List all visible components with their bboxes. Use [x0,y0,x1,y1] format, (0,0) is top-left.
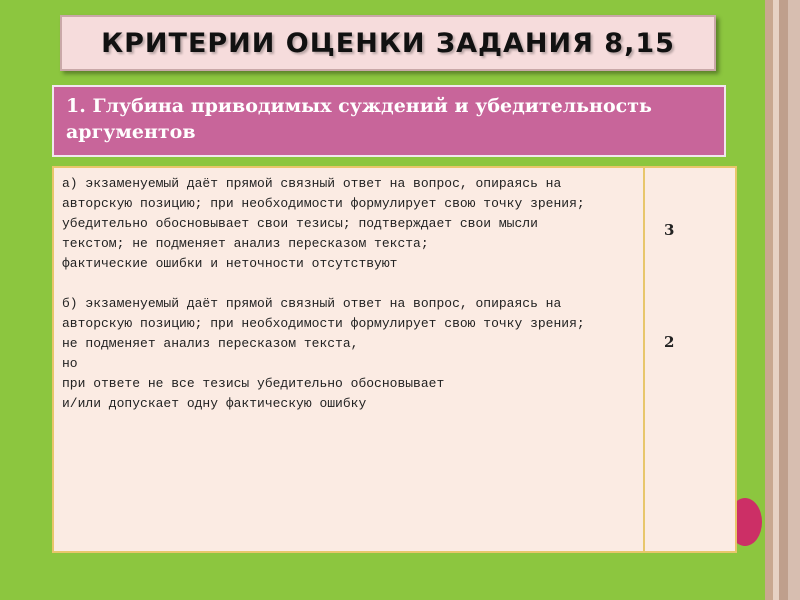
title-box [60,15,716,71]
criterion-a-line: убедительно обосновывает свои тезисы; подтверждает свои мысли [62,216,538,231]
criterion-a-line: текстом; не подменяет анализ пересказом текста; [62,236,429,251]
criteria-text [62,174,637,414]
decor-strip [788,0,800,600]
criterion-a-line: авторскую позицию; при необходимости формулирует свою точку зрения; [62,196,585,211]
decor-strip [779,0,788,600]
criterion-heading: 1. Глубина приводимых суждений и убедительность аргументов [66,95,652,143]
spacer [62,274,637,294]
criterion-a-line: а) экзаменуемый даёт прямой связный ответ на вопрос, опираясь на [62,176,562,191]
criterion-b-line: и/или допускает одну фактическую ошибку [62,396,367,411]
decor-strip [765,0,773,600]
slide-title: КРИТЕРИИ ОЦЕНКИ ЗАДАНИЯ 8,15 [101,27,675,59]
column-divider [643,168,645,551]
criteria-table [52,166,737,553]
criterion-a-line: фактические ошибки и неточности отсутствуют [62,256,398,271]
criterion-b-line: не подменяет анализ пересказом текста, [62,336,359,351]
subtitle-box [52,85,726,157]
criterion-b-line: б) экзаменуемый даёт прямой связный ответ на вопрос, опираясь на [62,296,562,311]
score-a: 3 [664,221,675,239]
criterion-b-line: но [62,356,78,371]
criterion-b-line: при ответе не все тезисы убедительно обосновывает [62,376,445,391]
criterion-b-line: авторскую позицию; при необходимости формулирует свою точку зрения; [62,316,585,331]
score-b: 2 [664,333,675,351]
